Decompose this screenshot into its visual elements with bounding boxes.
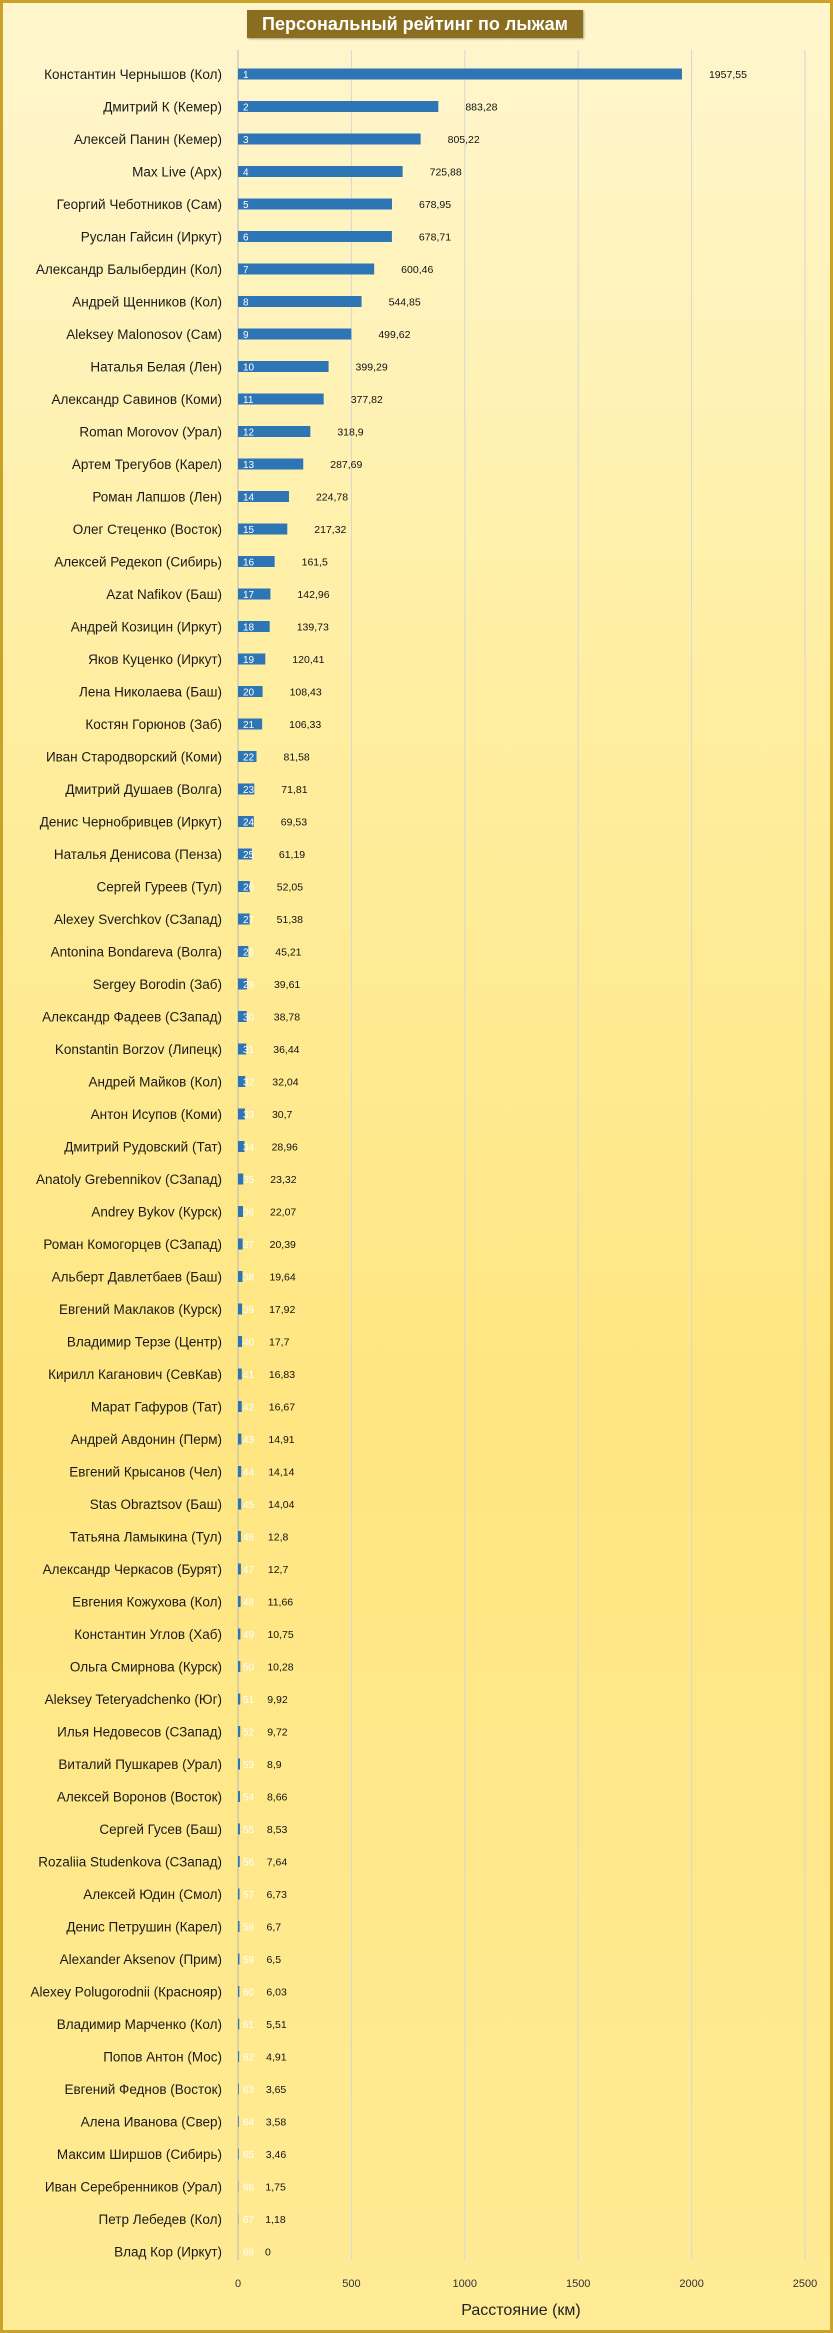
bar-rank-label: 45 xyxy=(243,1500,255,1511)
bar-rank-label: 40 xyxy=(243,1337,255,1349)
bar-value-label: 499,62 xyxy=(378,329,411,341)
bar-value-label: 14,91 xyxy=(268,1434,295,1446)
bar-rank-label: 30 xyxy=(243,1012,255,1024)
bar-value-label: 12,8 xyxy=(267,1531,289,1544)
bar-value-label: 6,73 xyxy=(266,1889,287,1901)
bar-value-label: 81,58 xyxy=(283,751,310,764)
bar-value-label: 51,38 xyxy=(276,914,303,926)
category-label: Antonina Bondareva (Волга) xyxy=(50,944,222,960)
bar-rank-label: 33 xyxy=(243,1110,255,1121)
bar xyxy=(238,264,374,275)
category-label: Max Live (Арх) xyxy=(132,164,222,180)
category-label: Наталья Денисова (Пенза) xyxy=(53,847,222,862)
x-tick-label: 1000 xyxy=(452,2278,478,2290)
bar-rank-label: 55 xyxy=(243,1825,255,1836)
value-labels xyxy=(265,69,747,2259)
bar-rank-label: 39 xyxy=(243,1305,255,1316)
bar xyxy=(238,2051,239,2062)
bar-value-label: 108,43 xyxy=(289,686,322,699)
bar-value-label: 377,82 xyxy=(350,394,383,406)
category-label: Андрей Авдонин (Перм) xyxy=(70,1432,222,1447)
bar-value-label: 36,44 xyxy=(273,1044,300,1056)
chart-title: Персональный рейтинг по лыжам xyxy=(247,10,583,38)
bar-value-label: 7,64 xyxy=(266,1856,288,1869)
category-label: Петр Лебедев (Кол) xyxy=(98,2212,222,2227)
bar-value-label: 30,7 xyxy=(271,1109,293,1121)
category-label: Дмитрий К (Кемер) xyxy=(103,99,222,115)
bar-value-label: 139,73 xyxy=(296,621,329,634)
bar-rank-label: 64 xyxy=(243,2117,255,2129)
bar-value-label: 161,5 xyxy=(301,556,328,569)
bar-value-label: 61,19 xyxy=(278,849,306,861)
bar xyxy=(238,1889,240,1900)
bar-rank-label: 60 xyxy=(243,1987,255,1999)
bar-rank-label: 35 xyxy=(243,1175,255,1186)
bar-value-label: 399,29 xyxy=(355,361,388,374)
bar-rank-label: 57 xyxy=(243,1890,255,1901)
bar-rank-label: 68 xyxy=(243,2247,255,2259)
bar-value-label: 39,61 xyxy=(273,979,301,991)
bar xyxy=(238,166,403,177)
category-label: Алена Иванова (Свер) xyxy=(80,2114,222,2130)
category-label: Марат Гафуров (Тат) xyxy=(90,1399,222,1415)
bar-value-label: 12,7 xyxy=(267,1564,289,1576)
bar-rank-label: 21 xyxy=(243,720,255,731)
x-tick-label: 2000 xyxy=(679,2278,704,2290)
category-label: Alexey Sverchkov (СЗапад) xyxy=(54,912,222,927)
bar-value-label: 10,75 xyxy=(267,1629,294,1641)
bar xyxy=(238,1401,242,1412)
bar xyxy=(238,1921,240,1932)
bar-value-label: 5,51 xyxy=(266,2019,287,2031)
category-label: Константин Чернышов (Кол) xyxy=(44,67,222,82)
bar-rank-label: 5 xyxy=(243,200,249,211)
bar-rank-label: 22 xyxy=(243,752,255,764)
bar xyxy=(238,1661,240,1672)
category-label: Руслан Гайсин (Иркут) xyxy=(80,229,222,245)
bar xyxy=(238,1824,240,1835)
bar-value-label: 1,75 xyxy=(265,2181,286,2194)
bar xyxy=(238,134,421,145)
bar-value-label: 6,5 xyxy=(266,1954,282,1966)
bar xyxy=(238,1986,239,1997)
bar-value-label: 69,53 xyxy=(280,816,308,829)
category-label: Дмитрий Душаев (Волга) xyxy=(65,782,222,797)
category-label: Stas Obraztsov (Баш) xyxy=(89,1497,222,1512)
category-label: Георгий Чеботников (Сам) xyxy=(56,197,222,212)
category-label: Артем Трегубов (Карел) xyxy=(71,457,222,472)
bar-rank-label: 44 xyxy=(243,1467,255,1479)
bar-rank-label: 61 xyxy=(243,2020,255,2031)
category-label: Наталья Белая (Лен) xyxy=(90,359,222,375)
bar-value-label: 6,03 xyxy=(266,1986,287,1999)
category-label: Александр Савинов (Коми) xyxy=(51,392,222,407)
category-label: Евгений Маклаков (Курск) xyxy=(58,1302,222,1317)
bar-value-label: 1,18 xyxy=(265,2214,286,2226)
bar-value-label: 10,28 xyxy=(267,1661,294,1674)
bar-rank-label: 32 xyxy=(243,1077,255,1089)
bar-value-label: 9,92 xyxy=(267,1694,288,1706)
bar-rank-label: 15 xyxy=(243,525,255,536)
category-label: Дмитрий Рудовский (Тат) xyxy=(64,1139,222,1155)
bar xyxy=(238,1531,241,1542)
category-label: Андрей Щенников (Кол) xyxy=(72,294,222,310)
category-label: Евгений Феднов (Восток) xyxy=(64,2082,222,2097)
bar-value-label: 0 xyxy=(265,2246,271,2259)
bar-value-label: 224,78 xyxy=(315,491,349,504)
bar-rank-label: 43 xyxy=(243,1435,255,1446)
bar xyxy=(238,1239,243,1250)
bar-value-label: 20,39 xyxy=(269,1239,296,1251)
bar-value-label: 3,46 xyxy=(265,2149,287,2161)
bar-rank-label: 19 xyxy=(243,655,255,666)
category-label: Владимир Терзе (Центр) xyxy=(66,1334,222,1350)
bar xyxy=(238,1434,241,1445)
bar-rank-label: 31 xyxy=(243,1045,255,1056)
bar-value-label: 32,04 xyxy=(272,1076,299,1089)
category-label: Andrey Bykov (Курск) xyxy=(91,1204,222,1220)
category-label: Андрей Майков (Кол) xyxy=(88,1074,222,1090)
bar-value-label: 14,14 xyxy=(268,1466,295,1479)
category-label: Татьяна Ламыкина (Тул) xyxy=(69,1529,222,1545)
bar-rank-label: 34 xyxy=(243,1142,255,1154)
bar-rank-label: 6 xyxy=(243,232,249,244)
category-labels xyxy=(31,67,222,2260)
bar xyxy=(238,1694,240,1705)
bar xyxy=(238,199,392,210)
bar-value-label: 28,96 xyxy=(271,1141,298,1154)
bar xyxy=(238,1499,241,1510)
category-label: Евгений Крысанов (Чел) xyxy=(69,1464,222,1480)
bar-value-label: 600,46 xyxy=(401,264,434,276)
bar xyxy=(238,1596,241,1607)
bar-rank-label: 47 xyxy=(243,1565,255,1576)
bar-value-label: 16,83 xyxy=(268,1369,296,1381)
bar-value-label: 4,91 xyxy=(266,2051,287,2064)
bar xyxy=(238,2149,239,2160)
category-label: Виталий Пушкарев (Урал) xyxy=(58,1757,222,1772)
category-label: Сергей Гуреев (Тул) xyxy=(96,879,222,895)
bar-value-label: 6,7 xyxy=(266,1921,282,1934)
bar-rank-label: 16 xyxy=(243,557,255,569)
category-label: Alexey Polugorodnii (Краснояр) xyxy=(30,1984,222,2000)
bar xyxy=(238,1759,240,1770)
category-label: Алексей Редекоп (Сибирь) xyxy=(54,554,222,570)
category-label: Владимир Марченко (Кол) xyxy=(56,2017,222,2032)
bar xyxy=(238,1564,241,1575)
category-label: Максим Ширшов (Сибирь) xyxy=(56,2147,222,2162)
bar-rank-label: 10 xyxy=(243,362,255,374)
bar-value-label: 3,58 xyxy=(265,2116,287,2129)
category-label: Алексей Юдин (Смол) xyxy=(83,1887,222,1902)
category-label: Андрей Козицин (Иркут) xyxy=(70,619,222,635)
bar-rank-label: 46 xyxy=(243,1532,255,1544)
bar-value-label: 8,66 xyxy=(266,1791,288,1804)
bars xyxy=(238,69,682,2225)
bar-rank-label: 63 xyxy=(243,2085,255,2096)
x-tick-label: 1500 xyxy=(565,2278,591,2290)
category-label: Альберт Давлетбаев (Баш) xyxy=(51,1269,222,1285)
bar-rank-label: 3 xyxy=(243,135,249,146)
bar-rank-label: 17 xyxy=(243,590,255,601)
rank-labels xyxy=(243,70,255,2259)
category-label: Sergey Borodin (Заб) xyxy=(92,977,222,992)
bar-rank-label: 27 xyxy=(243,915,255,926)
category-label: Rozaliia Studenkova (СЗапад) xyxy=(38,1854,222,1870)
bar xyxy=(238,1856,240,1867)
category-label: Александр Балыбердин (Кол) xyxy=(35,262,222,277)
bar-rank-label: 24 xyxy=(243,817,255,829)
bar xyxy=(238,69,682,80)
bar-rank-label: 11 xyxy=(243,395,254,406)
bar-value-label: 883,28 xyxy=(465,101,498,114)
category-label: Роман Лапшов (Лен) xyxy=(92,489,222,505)
bar-value-label: 8,9 xyxy=(267,1759,282,1771)
bar-value-label: 217,32 xyxy=(314,524,347,536)
bar-rank-label: 67 xyxy=(243,2215,255,2226)
bar xyxy=(238,2019,239,2030)
bar xyxy=(238,329,351,340)
x-axis-label: Расстояние (км) xyxy=(461,2302,581,2319)
bar-rank-label: 4 xyxy=(243,167,249,179)
bar-rank-label: 66 xyxy=(243,2182,255,2194)
bar-rank-label: 29 xyxy=(243,980,255,991)
bar-value-label: 1957,55 xyxy=(708,69,747,81)
bar-rank-label: 48 xyxy=(243,1597,255,1609)
bar-value-label: 71,81 xyxy=(281,784,308,796)
bar-rank-label: 28 xyxy=(243,947,255,959)
x-tick-label: 2500 xyxy=(792,2278,818,2290)
bar-rank-label: 50 xyxy=(243,1662,255,1674)
category-label: Anatoly Grebennikov (СЗапад) xyxy=(35,1172,222,1187)
bar-rank-label: 8 xyxy=(243,297,249,309)
bar-rank-label: 26 xyxy=(243,882,255,894)
bar-rank-label: 38 xyxy=(243,1272,255,1284)
bar-rank-label: 1 xyxy=(243,70,249,81)
bar-value-label: 16,67 xyxy=(268,1401,296,1414)
category-label: Aleksey Teteryadchenko (Юг) xyxy=(44,1692,222,1707)
x-tick-label: 0 xyxy=(234,2278,242,2290)
bar-rank-label: 20 xyxy=(243,687,255,699)
bar-value-label: 544,85 xyxy=(388,296,421,309)
bar-rank-label: 41 xyxy=(243,1370,255,1381)
category-label: Илья Недовесов (СЗапад) xyxy=(57,1724,222,1740)
bar-value-label: 23,32 xyxy=(270,1174,297,1186)
category-label: Иван Стародворский (Коми) xyxy=(45,749,222,765)
category-label: Алексей Панин (Кемер) xyxy=(73,132,222,147)
bar-value-label: 45,21 xyxy=(275,946,302,959)
bar-value-label: 3,65 xyxy=(265,2084,287,2096)
x-tick-labels xyxy=(235,2278,817,2290)
bar-rank-label: 59 xyxy=(243,1955,255,1966)
bar xyxy=(238,1369,242,1380)
category-label: Алексей Воронов (Восток) xyxy=(56,1789,222,1805)
bar-rank-label: 36 xyxy=(243,1207,255,1219)
bar-value-label: 17,7 xyxy=(269,1336,290,1349)
category-label: Лена Николаева (Баш) xyxy=(78,684,222,700)
bar-rank-label: 9 xyxy=(243,330,249,341)
bar xyxy=(238,1954,239,1965)
category-label: Konstantin Borzov (Липецк) xyxy=(54,1042,222,1057)
bar-rank-label: 14 xyxy=(243,492,255,504)
bar-rank-label: 7 xyxy=(243,265,249,276)
category-label: Константин Углов (Хаб) xyxy=(74,1627,222,1642)
bar xyxy=(238,296,362,307)
bar xyxy=(238,1466,241,1477)
category-label: Яков Куценко (Иркут) xyxy=(88,652,222,667)
bar-rank-label: 25 xyxy=(243,850,255,861)
bar-value-label: 106,33 xyxy=(289,719,322,731)
category-label: Александр Фадеев (СЗапад) xyxy=(42,1009,222,1025)
category-label: Roman Morovov (Урал) xyxy=(79,424,222,440)
category-label: Кирилл Каганович (СевКав) xyxy=(48,1367,222,1382)
category-label: Костян Горюнов (Заб) xyxy=(85,717,222,732)
bar xyxy=(238,101,438,112)
bar xyxy=(238,1629,240,1640)
bar-rank-label: 49 xyxy=(243,1630,255,1641)
bar-rank-label: 18 xyxy=(243,622,255,634)
category-label: Антон Исупов (Коми) xyxy=(90,1107,222,1122)
bar-value-label: 318,9 xyxy=(337,426,364,439)
category-label: Ольга Смирнова (Курск) xyxy=(69,1659,222,1675)
bar-value-label: 17,92 xyxy=(269,1304,296,1316)
category-label: Олег Стеценко (Восток) xyxy=(72,522,222,537)
category-label: Евгения Кожухова (Кол) xyxy=(72,1594,222,1610)
category-label: Alexander Aksenov (Прим) xyxy=(59,1952,222,1967)
bar xyxy=(238,2084,239,2095)
category-label: Александр Черкасов (Бурят) xyxy=(42,1562,222,1577)
bar-rank-label: 13 xyxy=(243,460,255,471)
bar-rank-label: 42 xyxy=(243,1402,255,1414)
category-label: Иван Серебренников (Урал) xyxy=(44,2179,222,2195)
category-label: Aleksey Malonosov (Сам) xyxy=(66,327,222,342)
bar-value-label: 120,41 xyxy=(292,654,325,666)
bar-value-label: 678,95 xyxy=(418,199,452,211)
category-label: Влад Кор (Иркут) xyxy=(114,2244,222,2260)
bar xyxy=(238,1336,242,1347)
bar-rank-label: 58 xyxy=(243,1922,255,1934)
bar-value-label: 725,88 xyxy=(429,166,462,179)
bar-rank-label: 65 xyxy=(243,2150,255,2161)
category-label: Попов Антон (Мос) xyxy=(103,2049,222,2065)
bar-rank-label: 37 xyxy=(243,1240,255,1251)
category-label: Денис Чернобривцев (Иркут) xyxy=(39,814,222,830)
bar xyxy=(238,1304,242,1315)
category-label: Сергей Гусев (Баш) xyxy=(99,1822,222,1837)
bar-rank-label: 51 xyxy=(243,1695,255,1706)
category-label: Azat Nafikov (Баш) xyxy=(106,587,222,602)
bar-value-label: 52,05 xyxy=(276,881,304,894)
bar xyxy=(238,1271,242,1282)
bar xyxy=(238,1791,240,1802)
bar-value-label: 8,53 xyxy=(266,1824,288,1836)
bar-rank-label: 12 xyxy=(243,427,255,439)
bar-rank-label: 54 xyxy=(243,1792,255,1804)
x-tick-label: 500 xyxy=(342,2278,361,2290)
bar-value-label: 678,71 xyxy=(418,231,452,244)
category-label: Денис Петрушин (Карел) xyxy=(66,1919,222,1935)
bar-rank-label: 52 xyxy=(243,1727,255,1739)
gridlines xyxy=(238,50,805,2260)
bar-rank-label: 56 xyxy=(243,1857,255,1869)
bar-value-label: 19,64 xyxy=(269,1271,296,1284)
bar-rank-label: 62 xyxy=(243,2052,255,2064)
bar-value-label: 11,66 xyxy=(267,1596,294,1609)
bar-rank-label: 23 xyxy=(243,785,255,796)
bar-value-label: 38,78 xyxy=(273,1011,301,1024)
category-label: Роман Комогорцев (СЗапад) xyxy=(43,1237,222,1252)
bar-value-label: 142,96 xyxy=(297,589,330,601)
bar-rank-label: 2 xyxy=(243,102,249,114)
bar-rank-label: 53 xyxy=(243,1760,255,1771)
bar-value-label: 22,07 xyxy=(270,1206,297,1219)
bar-value-label: 805,22 xyxy=(447,134,480,146)
bar-value-label: 287,69 xyxy=(330,459,363,471)
bar-value-label: 9,72 xyxy=(267,1726,288,1739)
bar xyxy=(238,1726,240,1737)
bar-value-label: 14,04 xyxy=(268,1499,295,1511)
bar xyxy=(238,231,392,242)
bar xyxy=(238,2116,239,2127)
